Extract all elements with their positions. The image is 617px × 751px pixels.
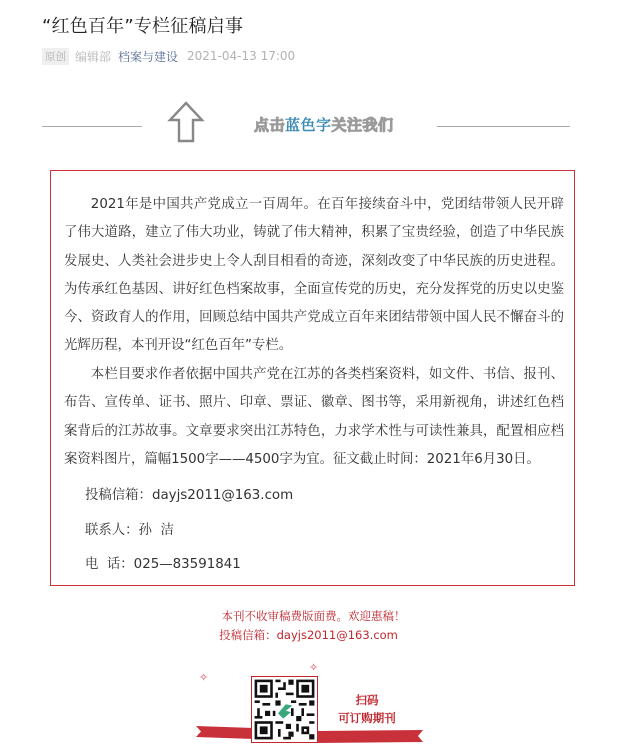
- author-name: 编辑部: [75, 49, 112, 64]
- notice-paragraph: 2021年是中国共产党成立一百周年。在百年接续奋斗中，党团结带领人民开辟了伟大道路，建立了伟大功业，铸就了伟大精神，积累了宝贵经验，创造了中华民族发展史、人类社会进步史上令人刮目相看的奇迹，深刻改变了中华民族的历史进程。为传承红色基因、讲好红色档案故事，全面宣传党的历史，充分发挥党的历史以史鉴今、资政育人的作用，回顾总结中国共产党成立百年来团结带领中国人民不懈奋斗的光辉历程，本刊开设“红色百年”专栏。: [64, 197, 564, 354]
- fee-notice: 本刊不收审稿费版面费。欢迎惠稿！: [221, 609, 406, 623]
- ribbon-right: [317, 730, 423, 743]
- publish-date: 2021-04-13 17:00: [187, 49, 296, 63]
- qr-code-icon[interactable]: [251, 676, 318, 743]
- scan-label: 扫码: [355, 693, 379, 707]
- follow-suffix: 关注我们: [331, 116, 394, 134]
- account-name-link[interactable]: 档案与建设: [118, 49, 179, 64]
- contact-person: 联系人：孙 洁: [85, 523, 174, 538]
- ribbon-left: [196, 726, 254, 739]
- sparkle-icon: ✧: [199, 671, 209, 684]
- follow-prompt: [254, 114, 394, 135]
- article-meta: [42, 47, 295, 65]
- notice-paragraph: 本栏目要求作者依据中国共产党在江苏的各类档案资料，如文件、书信、报刊、布告、宣传单、证书、照片、印章、票证、徽章、图书等，采用新视角，讲述红色档案背后的江苏故事。文章要求突出江苏特色，力求学术性与可读性兼具，配置相应档案资料图片，篇幅1500字——4500字为宜。征文截止时间：2021年6月30日。: [64, 367, 564, 467]
- sparkle-icon: ✧: [309, 661, 319, 674]
- divider-left: [42, 126, 142, 127]
- article-title: “红色百年”专栏征稿启事: [42, 16, 244, 37]
- follow-prefix: 点击: [254, 116, 286, 134]
- divider-right: [437, 126, 570, 127]
- submission-email: 投稿信箱：dayjs2011@163.com: [219, 628, 398, 642]
- original-badge: 原创: [42, 48, 69, 65]
- contact-email: 投稿信箱：dayjs2011@163.com: [85, 488, 294, 503]
- up-arrow-icon: [167, 101, 205, 143]
- contact-phone: 电 话：025—83591841: [85, 557, 241, 572]
- subscribe-label: 可订购期刊: [338, 711, 396, 725]
- follow-highlight: 蓝色字: [285, 116, 332, 134]
